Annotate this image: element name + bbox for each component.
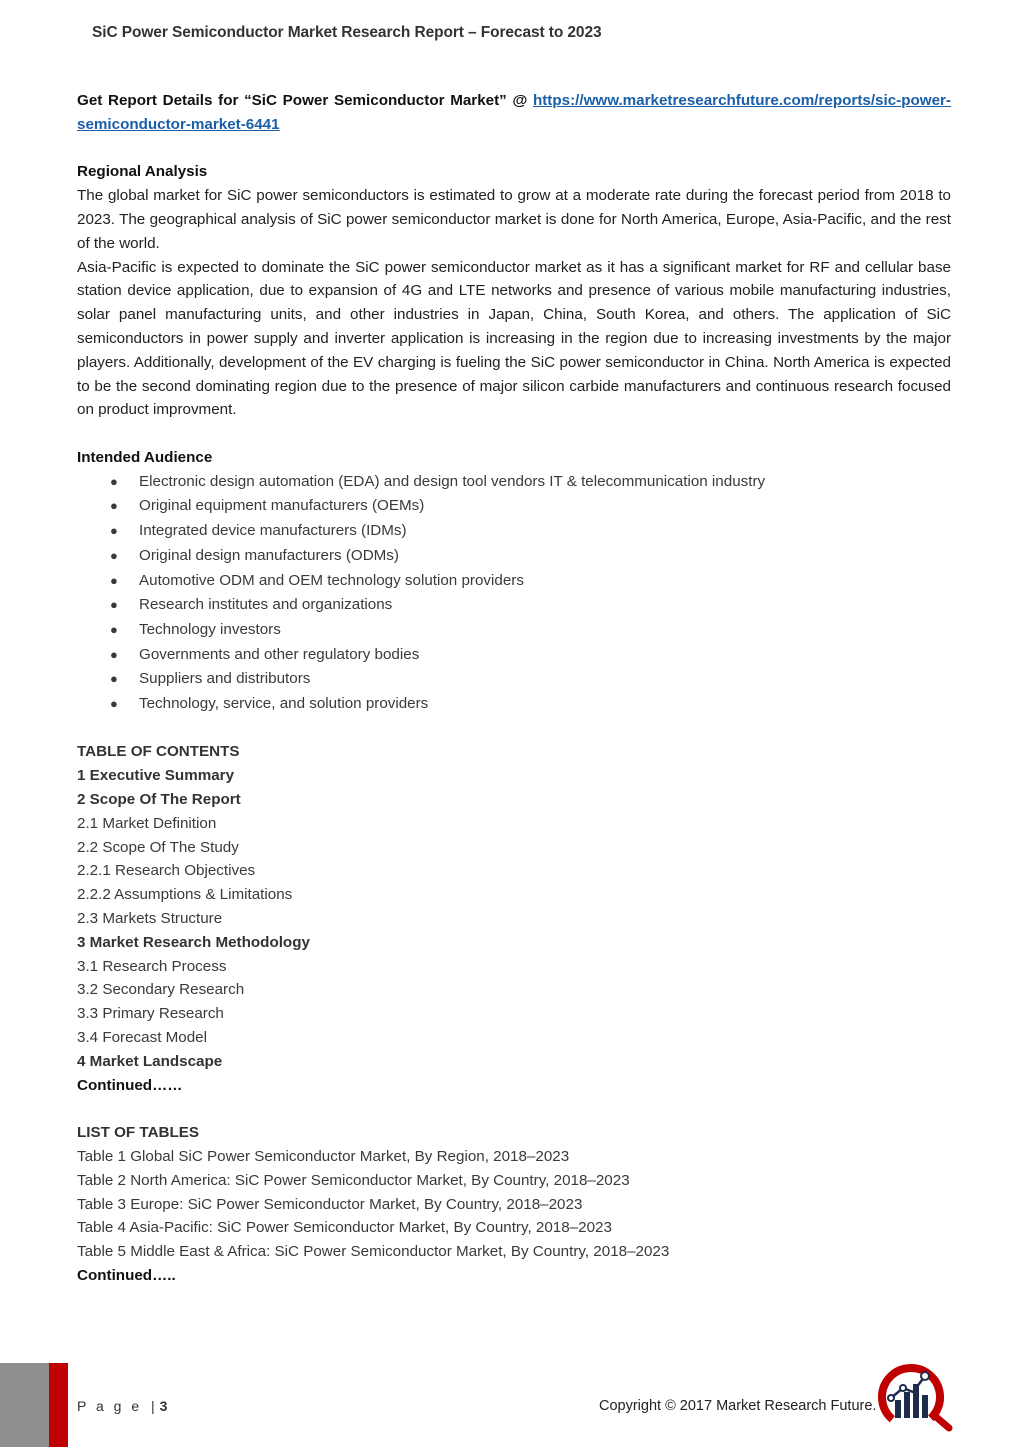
page-number: 3 (159, 1398, 168, 1414)
page-label: P a g e (77, 1398, 143, 1414)
toc-item: 2 Scope Of The Report (77, 791, 241, 809)
list-item: ● Research institutes and organizations (77, 593, 951, 618)
list-item: ● Automotive ODM and OEM technology solution providers (77, 569, 951, 594)
toc-item: 3.4 Forecast Model (77, 1028, 207, 1046)
logo-bar (922, 1395, 928, 1418)
bullet-icon: ● (110, 572, 118, 588)
regional-analysis-heading: Regional Analysis (77, 163, 208, 181)
bullet-icon: ● (110, 671, 118, 687)
logo-trend-point (900, 1385, 906, 1391)
bullet-icon: ● (110, 597, 118, 613)
toc-heading: TABLE OF CONTENTS (77, 743, 240, 761)
bullet-icon: ● (110, 646, 118, 662)
bullet-icon: ● (110, 498, 118, 514)
bullet-icon: ● (110, 695, 118, 711)
report-details-prefix: Get Report Details for “SiC Power Semiconductor Market” @ (77, 92, 533, 109)
bullet-icon: ● (110, 473, 118, 489)
list-item: ● Governments and other regulatory bodies (77, 643, 951, 668)
list-item: ● Integrated device manufacturers (IDMs) (77, 519, 951, 544)
toc-item: 4 Market Landscape (77, 1052, 223, 1070)
logo-bar (904, 1392, 910, 1418)
report-details-line (77, 89, 951, 137)
intended-audience-heading: Intended Audience (77, 448, 213, 466)
bullet-icon: ● (110, 621, 118, 637)
table-list-item: Table 4 Asia-Pacific: SiC Power Semiconductor Market, By Country, 2018–2023 (77, 1219, 612, 1237)
bullet-icon: ● (110, 523, 118, 539)
toc-item: 3 Market Research Methodology (77, 933, 310, 951)
footer-gray-bar (0, 1363, 49, 1447)
logo-magnifier-handle (935, 1416, 949, 1428)
copyright-text: Copyright © 2017 Market Research Future. (599, 1398, 877, 1414)
toc-item: 2.2 Scope Of The Study (77, 838, 239, 856)
list-item: ● Suppliers and distributors (77, 667, 951, 692)
toc-item: 3.3 Primary Research (77, 1005, 224, 1023)
market-research-future-logo-icon (875, 1362, 955, 1432)
toc-item: 2.3 Markets Structure (77, 910, 223, 927)
toc-item: 2.2.2 Assumptions & Limitations (77, 886, 293, 904)
bullet-icon: ● (110, 547, 118, 563)
toc-item: 3.2 Secondary Research (77, 981, 245, 999)
table-list-item: Table 5 Middle East & Africa: SiC Power Semiconductor Market, By Country, 2018–2023 (77, 1243, 670, 1261)
toc-item: 3.1 Research Process (77, 957, 227, 975)
logo-trend-point (921, 1372, 929, 1380)
table-list-item: Table 2 North America: SiC Power Semiconductor Market, By Country, 2018–2023 (77, 1171, 630, 1189)
tables-continued: Continued….. (77, 1266, 176, 1284)
list-item: ● Technology investors (77, 618, 951, 643)
toc-item: 1 Executive Summary (77, 767, 235, 785)
report-link[interactable]: https://www.marketresearchfuture.com/reports/sic-power-semiconductor-market-6441 (77, 92, 951, 133)
table-list-item: Table 3 Europe: SiC Power Semiconductor Market, By Country, 2018–2023 (77, 1195, 583, 1213)
report-content (77, 89, 951, 1288)
list-item: ● Electronic design automation (EDA) and design tool vendors IT & telecommunication industry (77, 470, 951, 495)
regional-paragraph-1: The global market for SiC power semiconductors is estimated to grow at a moderate rate during the forecast period from 2018 to 2023. The geographical analysis of SiC power semiconductor market is done for North America, Europe, Asia-Pacific, and the rest of the world. (77, 187, 951, 252)
audience-list (77, 470, 951, 717)
list-item: ● Technology, service, and solution providers (77, 692, 951, 717)
footer-red-bar (49, 1363, 68, 1447)
logo-bar (895, 1400, 901, 1418)
list-item: ● Original design manufacturers (ODMs) (77, 544, 951, 569)
toc-continued: Continued…… (77, 1076, 183, 1094)
toc-item: 2.2.1 Research Objectives (77, 862, 256, 880)
regional-paragraph-2: Asia-Pacific is expected to dominate the SiC power semiconductor market as it has a significant market for RF and cellular base station device application, due to expansion of 4G and LTE networks and presence of various mobile manufacturing industries, solar panel manufacturing units, and other industries in Japan, China, South Korea, and others. The application of SiC semiconductors in power supply and inverter application is increasing in the region due to increasing investments by the major players. Additionally, development of the EV charging is fueling the SiC power semiconductor in China. North America is expected to be the second dominating region due to the presence of major silicon carbide manufacturers and continuous research focused on product improvment. (77, 258, 951, 419)
page-separator: | (151, 1398, 158, 1414)
toc-item: 2.1 Market Definition (77, 814, 217, 832)
list-of-tables-heading: LIST OF TABLES (77, 1124, 200, 1142)
logo-trend-point (888, 1395, 894, 1401)
list-item: ● Original equipment manufacturers (OEMs) (77, 494, 951, 519)
page-number-label (77, 1398, 167, 1414)
table-list-item: Table 1 Global SiC Power Semiconductor Market, By Region, 2018–2023 (77, 1147, 570, 1165)
page-header-title: SiC Power Semiconductor Market Research Report – Forecast to 2023 (92, 24, 602, 41)
